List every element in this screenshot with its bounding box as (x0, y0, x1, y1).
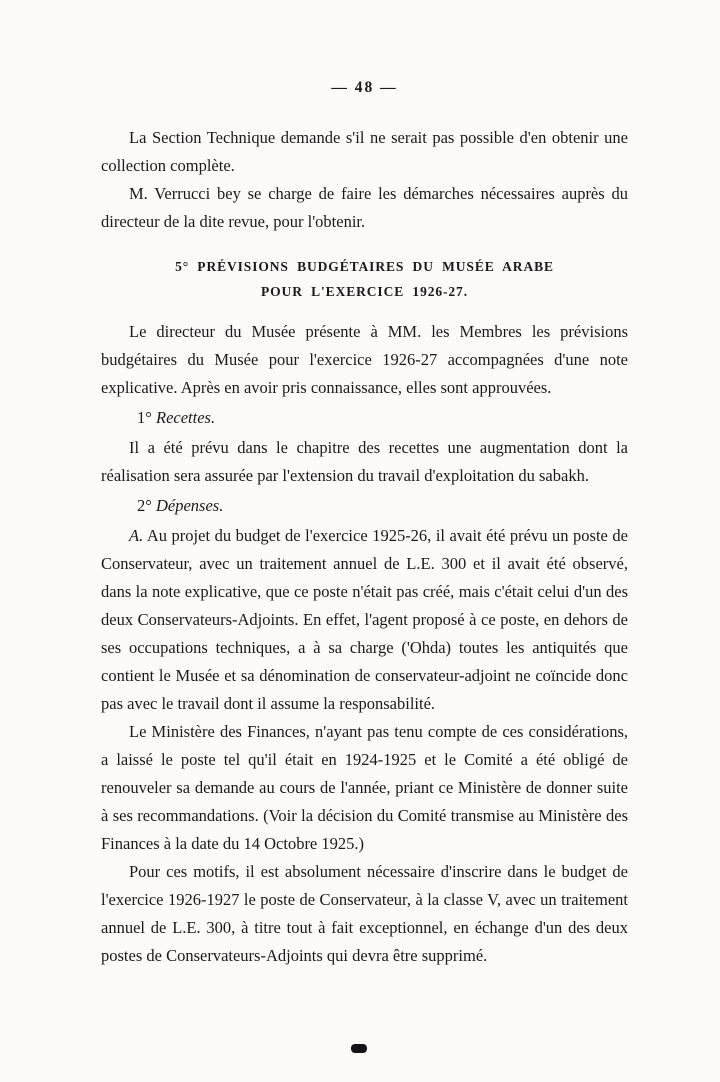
page-number: — 48 — (331, 79, 398, 96)
list-item-depenses (101, 492, 628, 520)
paragraph-section-technique: La Section Technique demande s'il ne serait pas possible d'en obtenir une collection complète. (101, 128, 628, 175)
scan-artifact (351, 1044, 367, 1053)
list-item-depenses-marker: 2° (137, 496, 152, 515)
list-item-recettes-marker: 1° (137, 408, 152, 427)
paragraph-pour-ces-motifs: Pour ces motifs, il est absolument nécessaire d'inscrire dans le budget de l'exercice 1926-1927 le poste de Conservateur, à la classe V, avec un traitement annuel de L.E. 300, à titre tout à fait exceptionnel, en échange d'un des deux postes de Conservateurs-Adjoints qui devra être supprimé. (101, 862, 628, 965)
section-heading-line-2: POUR L'EXERCICE 1926-27. (261, 284, 468, 299)
paragraph-budget-text: Au projet du budget de l'exercice 1925-26, il avait été prévu un poste de Conservateur, avec un traitement annuel de L.E. 300 et il avait été observé, dans la note explicative, que ce poste n'était pas créé, mais c'était celui d'un des deux Conservateurs-Adjoints. En effet, l'agent proposé à ce poste, en dehors de ses occupations techniques, a à sa charge ('Ohda) toutes les antiquités que contient le Musée et sa dénomination de conservateur-adjoint ne coïncide donc pas avec le travail dont il assume la responsabilité. (101, 526, 628, 713)
section-heading (101, 254, 628, 304)
paragraph-directeur-musee: Le directeur du Musée présente à MM. les Membres les prévisions budgétaires du Musée pour l'exercice 1926-27 accompagnées d'une note explicative. Après en avoir pris connaissance, elles sont approuvées. (101, 322, 628, 397)
list-item-recettes (101, 404, 628, 432)
list-item-depenses-label: Dépenses. (155, 496, 224, 515)
paragraph-verrucci: M. Verrucci bey se charge de faire les démarches nécessaires auprès du directeur de la dite revue, pour l'obtenir. (101, 184, 628, 231)
paragraph-budget-marker: A. (129, 526, 144, 545)
section-heading-line-1: 5° PRÉVISIONS BUDGÉTAIRES DU MUSÉE ARABE (175, 259, 554, 274)
list-item-recettes-label: Recettes. (155, 408, 216, 427)
paragraph-budget-conservateur (101, 522, 628, 718)
paragraph-ministere-finances: Le Ministère des Finances, n'ayant pas tenu compte de ces considérations, a laissé le poste tel qu'il était en 1924-1925 et le Comité a été obligé de renouveler sa demande au cours de l'année, priant ce Ministère de donner suite à ses recommandations. (Voir la décision du Comité transmise au Ministère des Finances à la date du 14 Octobre 1925.) (101, 722, 628, 853)
paragraph-recettes: Il a été prévu dans le chapitre des recettes une augmentation dont la réalisation sera assurée par l'extension du travail d'exploitation du sabakh. (101, 438, 628, 485)
